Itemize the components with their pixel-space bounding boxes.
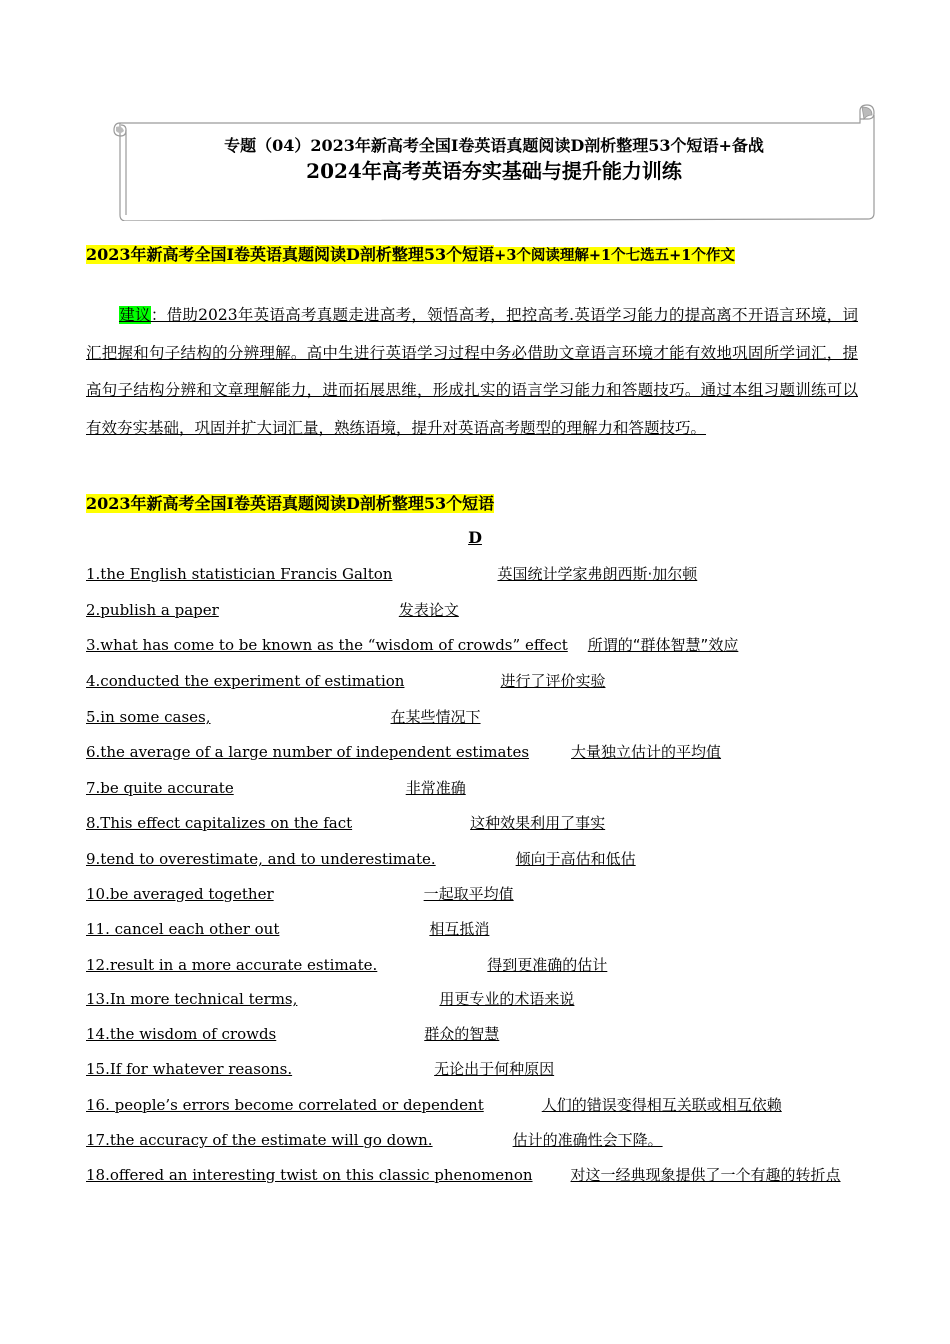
phrase-item: 11. cancel each other out 相互抵消 bbox=[86, 920, 490, 938]
section-title-text: 2023年新高考全国Ⅰ卷英语真题阅读D剖析整理53个短语 bbox=[86, 494, 495, 513]
phrase-item: 18.offered an interesting twist on this classic phenomenon 对这一经典现象提供了一个有趣的转折点 bbox=[86, 1166, 841, 1184]
phrase-item: 3.what has come to be known as the “wisdom of crowds” effect 所谓的“群体智慧”效应 bbox=[86, 636, 739, 654]
phrase-item: 5.in some cases, 在某些情况下 bbox=[86, 708, 481, 726]
title-scroll-banner bbox=[112, 103, 876, 221]
phrase-item: 10.be averaged together 一起取平均值 bbox=[86, 885, 514, 903]
phrase-item: 4.conducted the experiment of estimation 进行了评价实验 bbox=[86, 672, 606, 690]
section-title bbox=[86, 491, 494, 514]
phrase-item: 8.This effect capitalizes on the fact 这种效果利用了事实 bbox=[86, 814, 606, 832]
passage-label: D bbox=[468, 528, 482, 547]
phrase-item: 14.the wisdom of crowds 群众的智慧 bbox=[86, 1025, 500, 1043]
phrase-item: 7.be quite accurate 非常准确 bbox=[86, 779, 466, 797]
advice-paragraph bbox=[86, 297, 858, 447]
phrase-item: 2.publish a paper 发表论文 bbox=[86, 601, 459, 619]
phrase-item: 16. people’s errors become correlated or dependent 人们的错误变得相互关联或相互依赖 bbox=[86, 1096, 782, 1114]
phrase-item: 13.In more technical terms, 用更专业的术语来说 bbox=[86, 990, 575, 1008]
subtitle bbox=[86, 242, 735, 265]
phrase-item: 17.the accuracy of the estimate will go down. 估计的准确性会下降。 bbox=[86, 1131, 663, 1149]
title-line-1: 专题（04）2023年新高考全国Ⅰ卷英语真题阅读D剖析整理53个短语+备战 bbox=[224, 136, 764, 155]
subtitle-main: 2023年新高考全国Ⅰ卷英语真题阅读D剖析整理53个短语 bbox=[86, 245, 495, 264]
phrase-item: 15.If for whatever reasons. 无论出于何种原因 bbox=[86, 1060, 555, 1078]
subtitle-tail: +3个阅读理解+1个七选五+1个作文 bbox=[494, 247, 735, 264]
phrase-item: 6.the average of a large number of independent estimates 大量独立估计的平均值 bbox=[86, 743, 722, 761]
phrase-item: 9.tend to overestimate, and to underestimate. 倾向于高估和低估 bbox=[86, 850, 636, 868]
advice-text: ：借助2023年英语高考真题走进高考，领悟高考，把控高考.英语学习能力的提高离不开语言环境，词汇把握和句子结构的分辨理解。高中生进行英语学习过程中务必借助文章语言环境才能有效地巩固所学词汇，提高句子结构分辨和文章理解能力，进而拓展思维，形成扎实的语言学习能力和答题技巧。通过本组习题训练可以有效夯实基础，巩固并扩大词汇量，熟练语境，提升对英语高考题型的理解力和答题技巧。 bbox=[86, 306, 858, 437]
phrase-item: 12.result in a more accurate estimate. 得到更准确的估计 bbox=[86, 956, 608, 974]
advice-label: 建议 bbox=[119, 306, 151, 324]
title-line-2: 2024年高考英语夯实基础与提升能力训练 bbox=[306, 159, 682, 183]
phrase-item: 1.the English statistician Francis Galton 英国统计学家弗朗西斯·加尔顿 bbox=[86, 565, 698, 583]
